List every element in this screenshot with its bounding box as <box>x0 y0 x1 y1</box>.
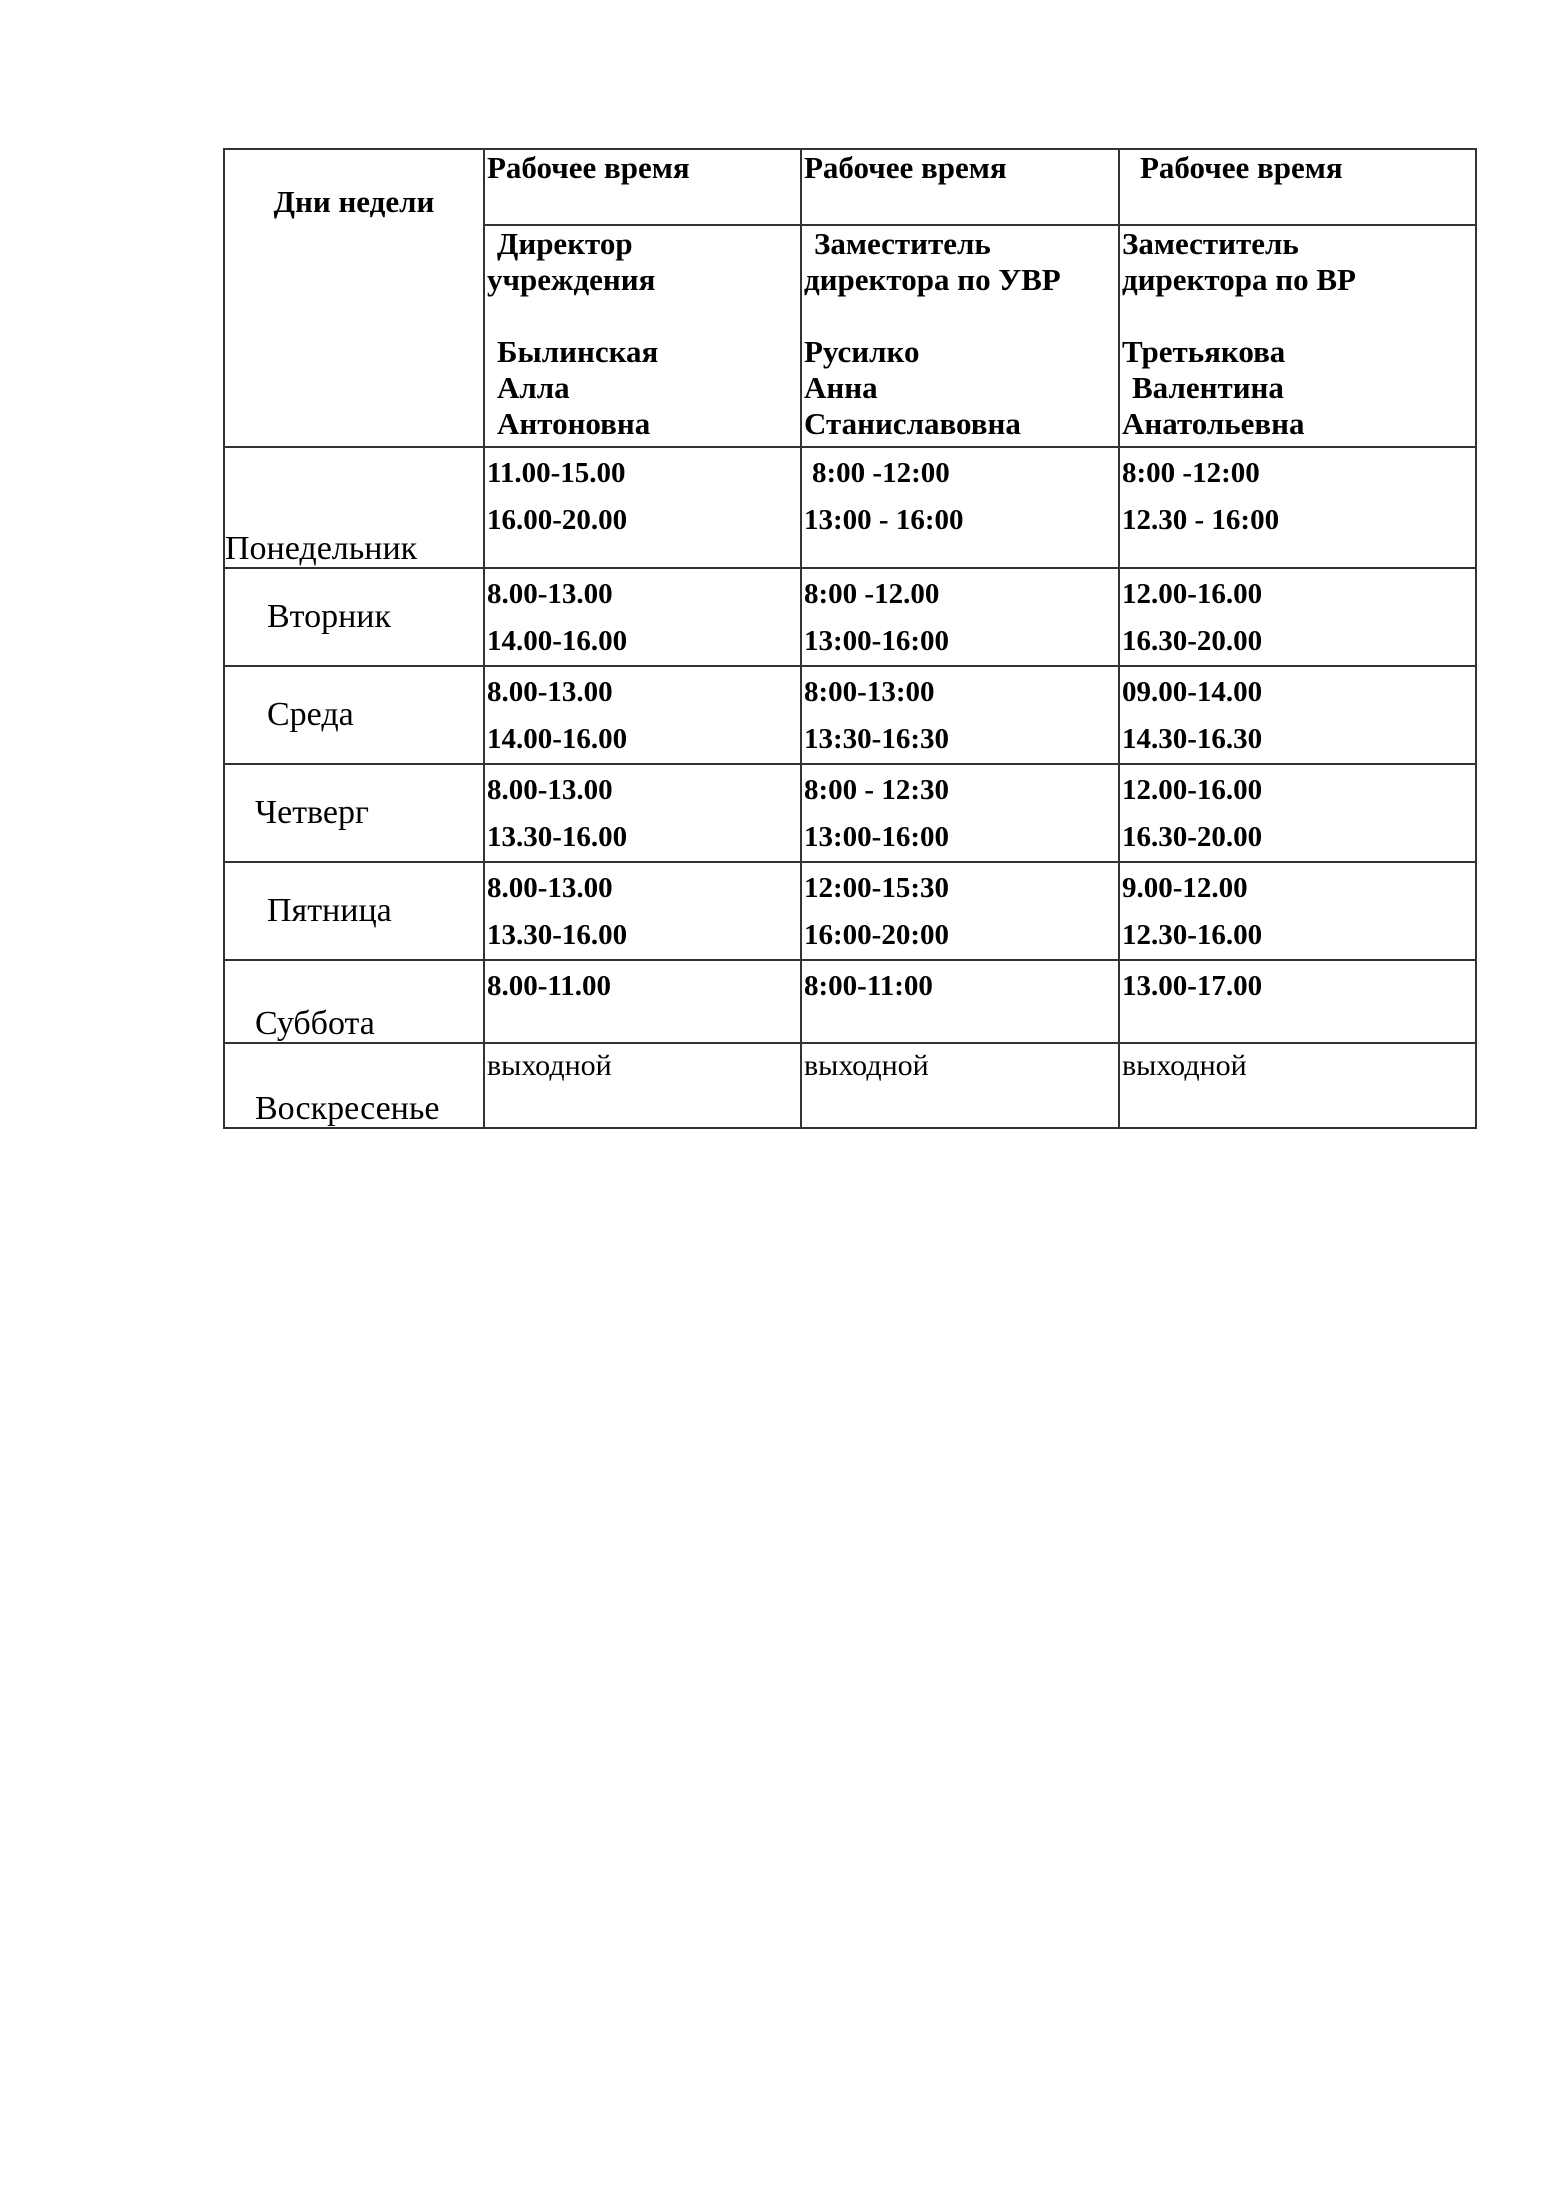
time-cell <box>801 960 1119 1043</box>
schedule-row-friday <box>224 862 1476 960</box>
time-cell <box>801 862 1119 960</box>
day-label: Четверг <box>255 794 369 831</box>
time-cell <box>801 1043 1119 1128</box>
time-range: 13.00-17.00 <box>1122 970 1263 1002</box>
day-label: Суббота <box>255 1005 375 1042</box>
time-range: 8.00-13.00 <box>487 676 613 708</box>
time-cell <box>1119 960 1476 1043</box>
time-cell <box>1119 568 1476 666</box>
days-header <box>224 149 484 447</box>
day-cell <box>224 568 484 666</box>
time-range: 12.00-16.00 <box>1122 578 1263 610</box>
work-schedule-table <box>223 148 1477 1129</box>
name-line: Валентина <box>1132 370 1284 405</box>
name-line: Антоновна <box>497 406 651 441</box>
time-range: 8.00-13.00 <box>487 774 613 806</box>
time-range: 13:30-16:30 <box>804 723 949 755</box>
time-range: 12:00-15:30 <box>804 872 949 904</box>
position-line: Заместитель <box>814 226 991 261</box>
time-range: 8.00-13.00 <box>487 872 613 904</box>
position-line: Заместитель <box>1122 226 1299 261</box>
time-range: 9.00-12.00 <box>1122 872 1248 904</box>
day-cell <box>224 960 484 1043</box>
position-line: директора по ВР <box>1122 262 1356 297</box>
time-cell <box>484 960 801 1043</box>
time-range: 12.30 - 16:00 <box>1122 504 1280 536</box>
name-line: Анна <box>804 370 878 405</box>
day-cell <box>224 666 484 764</box>
name-line: Станиславовна <box>804 406 1021 441</box>
time-range: 8:00-13:00 <box>804 676 935 708</box>
time-cell <box>484 666 801 764</box>
schedule-row-thursday <box>224 764 1476 862</box>
day-off-label: выходной <box>1122 1049 1247 1082</box>
schedule-row-wednesday <box>224 666 1476 764</box>
days-header-label: Дни недели <box>273 184 435 219</box>
time-cell <box>1119 862 1476 960</box>
time-range: 11.00-15.00 <box>487 457 626 489</box>
time-range: 16.30-20.00 <box>1122 821 1263 853</box>
time-range: 13.30-16.00 <box>487 919 628 951</box>
day-cell <box>224 1043 484 1128</box>
time-range: 8:00 -12.00 <box>804 578 940 610</box>
time-cell <box>484 1043 801 1128</box>
time-cell <box>1119 666 1476 764</box>
work-time-label: Рабочее время <box>804 150 1007 185</box>
work-time-label: Рабочее время <box>487 150 690 185</box>
position-line: Директор <box>497 226 633 261</box>
time-range: 16:00-20:00 <box>804 919 949 951</box>
position-line: директора по УВР <box>804 262 1061 297</box>
time-cell <box>484 862 801 960</box>
time-range: 13:00-16:00 <box>804 625 949 657</box>
header-row <box>224 149 1476 225</box>
schedule-row-tuesday <box>224 568 1476 666</box>
time-cell <box>1119 447 1476 568</box>
day-label: Среда <box>267 696 354 733</box>
name-line: Алла <box>497 370 570 405</box>
time-cell <box>801 666 1119 764</box>
time-range: 8:00 -12:00 <box>1122 457 1260 489</box>
day-off-label: выходной <box>487 1049 612 1082</box>
schedule-row-monday <box>224 447 1476 568</box>
time-range: 13:00 - 16:00 <box>804 504 964 536</box>
staff-deputy-vr <box>1119 225 1476 447</box>
work-time-header <box>801 149 1119 225</box>
staff-director <box>484 225 801 447</box>
name-line: Анатольевна <box>1122 406 1305 441</box>
time-range: 14.00-16.00 <box>487 723 628 755</box>
schedule-row-saturday <box>224 960 1476 1043</box>
day-label: Воскресенье <box>255 1090 440 1127</box>
time-cell <box>801 568 1119 666</box>
work-time-header <box>484 149 801 225</box>
time-cell <box>801 447 1119 568</box>
work-time-label: Рабочее время <box>1140 150 1343 185</box>
time-range: 12.30-16.00 <box>1122 919 1263 951</box>
time-range: 14.30-16.30 <box>1122 723 1263 755</box>
day-cell <box>224 764 484 862</box>
time-cell <box>1119 764 1476 862</box>
time-range: 12.00-16.00 <box>1122 774 1263 806</box>
time-cell <box>484 568 801 666</box>
name-line: Третьякова <box>1122 334 1286 369</box>
time-range: 16.30-20.00 <box>1122 625 1263 657</box>
day-cell <box>224 862 484 960</box>
time-range: 16.00-20.00 <box>487 504 628 536</box>
work-time-header <box>1119 149 1476 225</box>
time-range: 09.00-14.00 <box>1122 676 1263 708</box>
day-off-label: выходной <box>804 1049 929 1082</box>
day-label: Вторник <box>267 598 391 635</box>
time-range: 8.00-11.00 <box>487 970 612 1002</box>
time-range: 13.30-16.00 <box>487 821 628 853</box>
time-cell <box>801 764 1119 862</box>
name-line: Былинская <box>497 334 659 369</box>
time-cell <box>484 764 801 862</box>
day-label: Пятница <box>267 892 392 929</box>
time-range: 8.00-13.00 <box>487 578 613 610</box>
name-line: Русилко <box>804 334 920 369</box>
time-cell <box>1119 1043 1476 1128</box>
staff-deputy-uvr <box>801 225 1119 447</box>
day-label: Понедельник <box>225 530 418 567</box>
position-line: учреждения <box>487 262 656 297</box>
time-cell <box>484 447 801 568</box>
day-cell <box>224 447 484 568</box>
time-range: 8:00 -12:00 <box>812 457 950 489</box>
time-range: 14.00-16.00 <box>487 625 628 657</box>
time-range: 8:00-11:00 <box>804 970 933 1002</box>
time-range: 13:00-16:00 <box>804 821 949 853</box>
schedule-row-sunday <box>224 1043 1476 1128</box>
time-range: 8:00 - 12:30 <box>804 774 949 806</box>
